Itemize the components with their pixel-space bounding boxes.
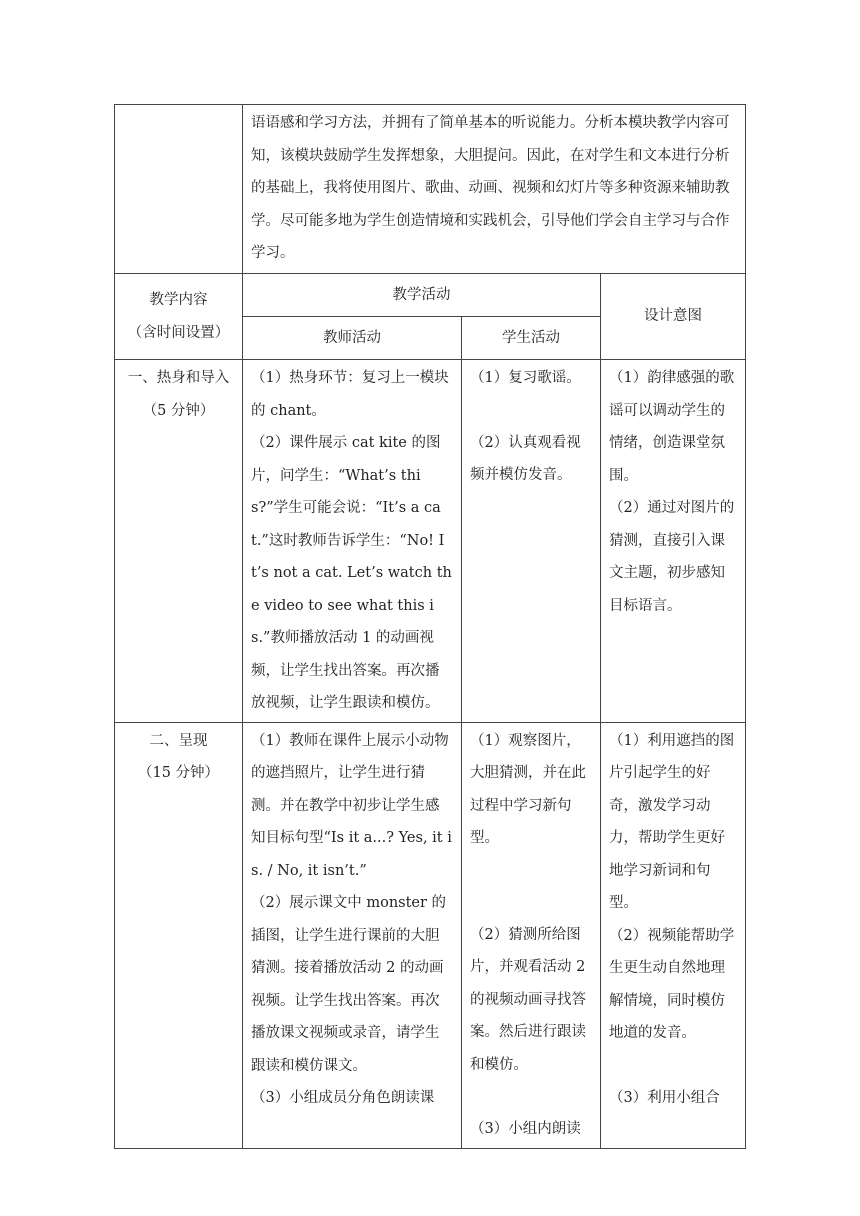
teacher-activity-cell xyxy=(243,722,462,1148)
intro-text: 语语感和学习方法，并拥有了简单基本的听说能力。分析本模块教学内容可知，该模块鼓励学生发挥想象，大胆提问。因此，在对学生和文本进行分析的基础上，我将使用图片、歌曲、动画、视频和幻灯片等多种资源来辅助教学。尽可能多地为学生创造情境和实践机会，引导他们学会自主学习与合作学习。 xyxy=(251,115,730,261)
student-activity-cell xyxy=(462,722,601,1148)
design-intent-cell xyxy=(601,722,746,1148)
lesson-plan-document xyxy=(114,104,745,1149)
design-intent-cell xyxy=(601,360,746,723)
teacher-activity-1: （1）教师在课件上展示小动物的遮挡照片，让学生进行猜测。并在教学中初步让学生感知目标句型“Is it a...? Yes, it is. / No, it isn’t.” xyxy=(251,732,452,879)
header-row-1 xyxy=(115,274,746,317)
student-activity-2: （2）猜测所给图片，并观看活动 2 的视频动画寻找答案。然后进行跟读和模仿。 xyxy=(470,926,586,1073)
design-intent-3: （3）利用小组合 xyxy=(609,1089,720,1106)
header-teacher: 教师活动 xyxy=(243,317,462,360)
header-content: 教学内容 xyxy=(149,292,208,308)
intro-row xyxy=(115,105,746,274)
section-row-presentation xyxy=(115,722,746,1148)
design-intent-2: （2）通过对图片的猜测，直接引入课文主题，初步感知目标语言。 xyxy=(609,500,735,614)
header-activities: 教学活动 xyxy=(243,274,601,317)
student-activity-1: （1）观察图片，大胆猜测，并在此过程中学习新句型。 xyxy=(470,732,586,846)
design-intent-2: （2）视频能帮助学生更生动自然地理解情境，同时模仿地道的发音。 xyxy=(609,927,735,1041)
design-intent-1: （1）利用遮挡的图片引起学生的好奇，激发学习动力，帮助学生更好地学习新词和句型。 xyxy=(609,732,735,911)
intro-text-cell xyxy=(243,105,746,274)
student-activity-3: （3）小组内朗读 xyxy=(470,1121,581,1137)
student-activity-1: （1）复习歌谣。 xyxy=(470,370,581,386)
intro-blank-cell xyxy=(115,105,243,274)
teacher-activity-cell xyxy=(243,360,462,723)
section-row-warmup xyxy=(115,360,746,723)
section-title-cell xyxy=(115,722,243,1148)
student-activity-cell xyxy=(462,360,601,723)
section-title-cell xyxy=(115,360,243,723)
header-student: 学生活动 xyxy=(462,317,601,360)
header-content-cell xyxy=(115,274,243,360)
header-intent: 设计意图 xyxy=(601,274,746,360)
teacher-activity-3: （3）小组成员分角色朗读课 xyxy=(251,1090,435,1106)
teacher-activity-2: （2）展示课文中 monster 的插图，让学生进行课前的大胆猜测。接着播放活动 2 的动画视频。让学生找出答案。再次播放课文视频或录音，请学生跟读和模仿课文。 xyxy=(251,895,447,1074)
section-title: 二、呈现 xyxy=(149,732,208,749)
teacher-activity-1: （1）热身环节：复习上一模块的 chant。 xyxy=(251,370,449,419)
header-content-note: （含时间设置） xyxy=(127,324,230,341)
teacher-activity-2: （2）课件展示 cat kite 的图片，问学生：“What’s this?”学生可能会说：“It’s a cat.”这时教师告诉学生：“No! It’s not a cat. Let’s watch the video to see what this is.”教师播放活动 1 的动画视频，让学生找出答案。再次播放视频，让学生跟读和模仿。 xyxy=(251,435,452,711)
section-time: （5 分钟） xyxy=(142,402,215,419)
student-activity-2: （2）认真观看视频并模仿发音。 xyxy=(470,434,581,483)
section-time: （15 分钟） xyxy=(137,765,220,781)
lesson-plan-table xyxy=(114,104,746,1149)
section-title: 一、热身和导入 xyxy=(127,370,230,386)
design-intent-1: （1）韵律感强的歌谣可以调动学生的情绪，创造课堂氛围。 xyxy=(609,370,735,484)
